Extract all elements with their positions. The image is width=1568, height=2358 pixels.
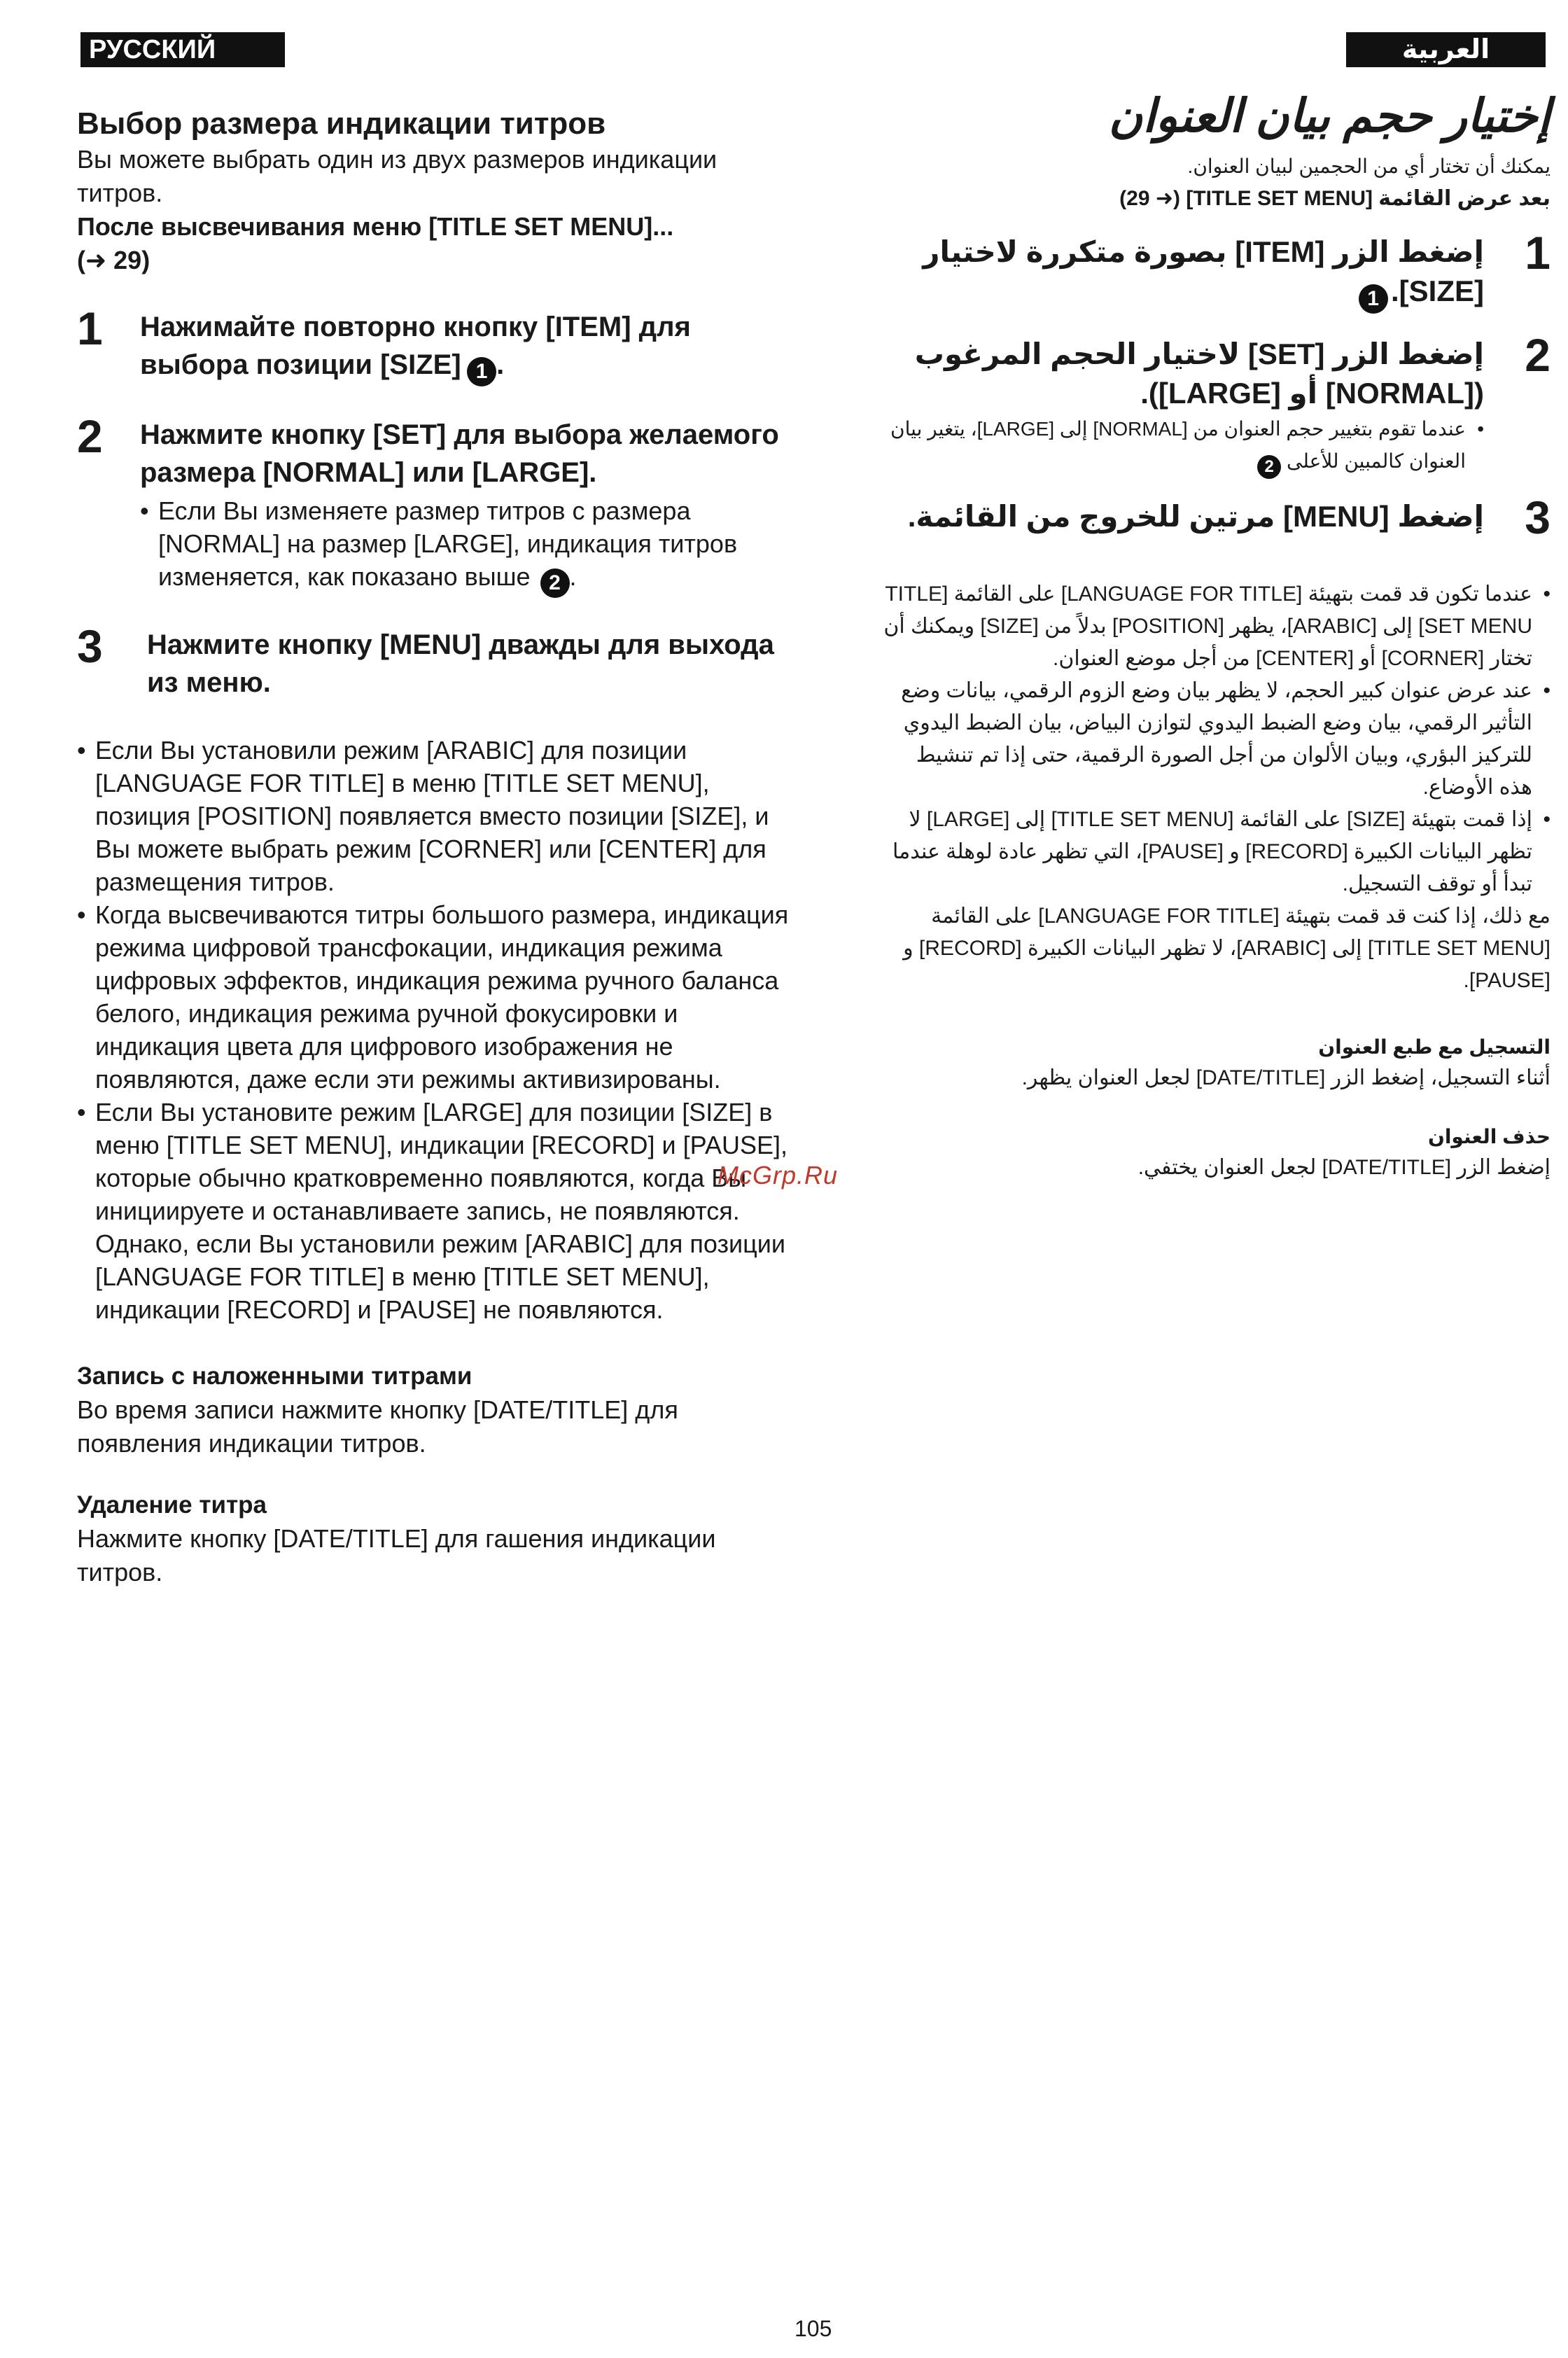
ar-step-1	[882, 227, 1550, 314]
ru-step-1-text: Нажимайте повторно кнопку [ITEM] для выбора позиции [SIZE]	[140, 312, 691, 380]
arabic-column	[882, 84, 1550, 1183]
language-tab-arabic: العربية	[1346, 32, 1546, 67]
ru-note-3: • Если Вы установите режим [LARGE] для позиции [SIZE] в меню [TITLE SET MENU], индикации [RECORD] и [PAUSE], которые обычно кратковременно появляются, когда Вы инициируете и останавливаете запись, не появляются.	[77, 1098, 788, 1225]
ar-record-title: التسجيل مع طبع العنوان	[1318, 1036, 1550, 1058]
ar-notes	[882, 578, 1550, 997]
ar-delete-title: حذف العنوان	[1427, 1126, 1550, 1147]
ru-note-3-extra: Однако, если Вы установили режим [ARABIC] для позиции [LANGUAGE FOR TITLE] в меню [TITLE SET MENU], индикации [RECORD] и [PAUSE] не появляются.	[95, 1229, 785, 1324]
ar-step-3-number: 3	[1525, 491, 1550, 543]
page-number: 105	[794, 2316, 832, 2341]
ar-delete-text: إضغط الزر [DATE/TITLE] لجعل العنوان يختفي.	[1138, 1156, 1550, 1179]
ru-step-1: 1 Нажимайте повторно кнопку [ITEM] для выбора позиции [SIZE] 1 .	[77, 308, 791, 386]
ar-step-3	[882, 491, 1550, 543]
ru-delete-text: Нажмите кнопку [DATE/TITLE] для гашения индикации титров.	[77, 1524, 716, 1586]
ru-notes	[77, 734, 791, 1326]
ar-step-1-number: 1	[1525, 227, 1550, 279]
ar-step-3-text: إضغط [MENU] مرتين للخروج من القائمة.	[907, 500, 1484, 533]
ru-step-2-number: 2	[77, 410, 103, 462]
ru-ref: (➜ 29)	[77, 246, 150, 274]
watermark: McGrp.Ru	[718, 1161, 839, 1190]
ru-step-3-text: Нажмите кнопку [MENU] дважды для выхода из меню.	[147, 629, 774, 698]
ru-step-3-number: 3	[77, 620, 103, 672]
ar-step-2	[882, 329, 1550, 479]
ru-step-2	[77, 410, 791, 598]
ru-step-1-number: 1	[77, 302, 103, 354]
ru-after-menu: После высвечивания меню [TITLE SET MENU]...	[77, 212, 674, 241]
ar-note-3: • إذا قمت بتهيئة [SIZE] على القائمة [TITLE SET MENU] إلى [LARGE] لا تظهر البيانات الكبيرة [RECORD] و [PAUSE]، التي تظهر عادة لوهلة عندما تبدأ أو توقف التسجيل.	[892, 808, 1550, 895]
ru-step-3	[77, 620, 791, 702]
ar-note-1: • عندما تكون قد قمت بتهيئة [LANGUAGE FOR TITLE] على القائمة [TITLE SET MENU] إلى [ARABIC]، يظهر [POSITION] بدلاً من [SIZE] ويمكنك أن تختار [CORNER] أو [CENTER] من أجل موضع العنوان.	[883, 582, 1550, 670]
ru-note-2: • Когда высвечиваются титры большого размера, индикация режима цифровой трансфокации, индикация режима цифровых эффектов, индикация режима ручного баланса белого, индикация режима ручной фокусировки и индикация цвета для цифрового изображения не появляются, даже если эти режимы активизированы.	[77, 900, 789, 1094]
ar-step-2-text: إضغط الزر [SET] لاختيار الحجم المرغوب ([NORMAL] أو [LARGE]).	[914, 337, 1484, 410]
ar-intro: يمكنك أن تختار أي من الحجمين لبيان العنوان.	[1187, 155, 1550, 177]
ru-note-1: • Если Вы установили режим [ARABIC] для позиции [LANGUAGE FOR TITLE] в меню [TITLE SET MENU], позиция [POSITION] появляется вместо позиции [SIZE], и Вы можете выбрать режим [CORNER] или [CENTER] для размещения титров.	[77, 736, 769, 896]
ar-step-1-text: إضغط الزر [ITEM] بصورة متكررة لاختيار [SIZE].	[923, 235, 1484, 307]
ru-step-2-note-text: Если Вы изменяете размер титров с размера [NORMAL] на размер [LARGE], индикация титров изменяется, как показано выше	[158, 496, 738, 591]
ar-note-3-extra: مع ذلك، إذا كنت قد قمت بتهيئة [LANGUAGE FOR TITLE] على القائمة [TITLE SET MENU] إلى [ARABIC]، لا تظهر البيانات الكبيرة [RECORD] و [PAUSE].	[903, 905, 1550, 992]
ru-title: Выбор размера индикации титров	[77, 106, 606, 141]
ar-title: إختيار حجم بيان العنوان	[1108, 90, 1550, 141]
ar-step-2-number: 2	[1525, 329, 1550, 381]
russian-column	[77, 105, 791, 1589]
marker-1-icon: 1	[467, 357, 496, 386]
ar-step-2-note: • عندما تقوم بتغيير حجم العنوان من [NORMAL] إلى [LARGE]، يتغير بيان العنوان كالمبين للأعلى 2	[882, 413, 1484, 479]
ar-after-menu: بعد عرض القائمة [TITLE SET MENU] (➜ 29)	[1119, 187, 1550, 210]
ar-note-2: • عند عرض عنوان كبير الحجم، لا يظهر بيان وضع الزوم الرقمي، بيانات وضع التأثير الرقمي، بيان وضع الضبط اليدوي لتوازن البياض، بيان الضبط اليدوي للتركيز البؤري، وبيان الألوان من أجل الصورة الرقمية، حتى إذا تم تنشيط هذه الأوضاع.	[901, 679, 1550, 799]
ar-record-text: أثناء التسجيل، إضغط الزر [DATE/TITLE] لجعل العنوان يظهر.	[1021, 1066, 1550, 1089]
ru-delete-title: Удаление титра	[77, 1491, 267, 1519]
ru-intro: Вы можете выбрать один из двух размеров индикации титров.	[77, 145, 718, 207]
ru-record-title: Запись с наложенными титрами	[77, 1362, 472, 1390]
language-tab-russian: РУССКИЙ ЯЗЫК	[80, 32, 285, 67]
ru-step-2-text: Нажмите кнопку [SET] для выбора желаемого размера [NORMAL] или [LARGE].	[140, 419, 779, 488]
ru-step-2-note: • Если Вы изменяете размер титров с размера [NORMAL] на размер [LARGE], индикация титров изменяется, как показано выше 2 .	[140, 494, 791, 598]
ru-record-text: Во время записи нажмите кнопку [DATE/TITLE] для появления индикации титров.	[77, 1395, 678, 1458]
marker-2-icon: 2	[540, 568, 570, 598]
ar-marker-1-icon: 1	[1359, 284, 1388, 314]
ar-marker-2-icon: 2	[1257, 455, 1281, 479]
